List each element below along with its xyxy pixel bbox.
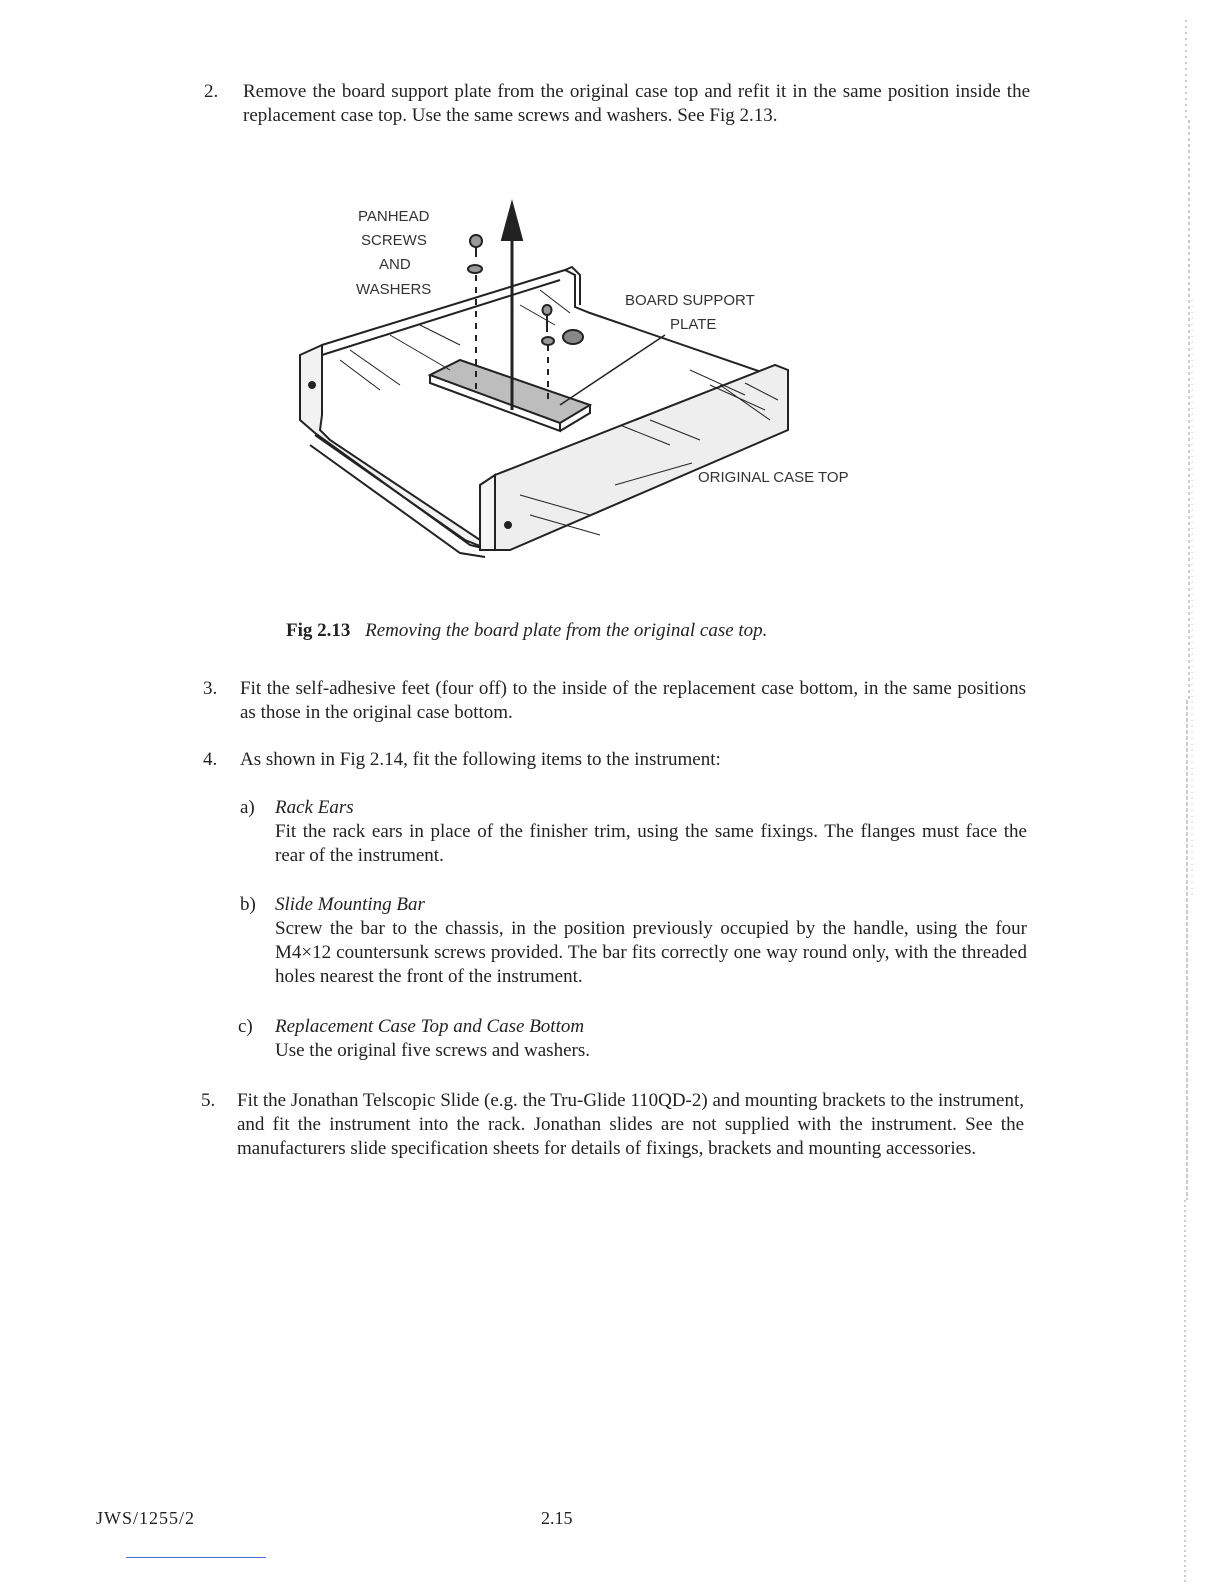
sub-item (275, 1015, 1027, 1063)
label-and: AND (379, 256, 411, 273)
scan-edge-noise (1182, 0, 1196, 1584)
label-washers: WASHERS (356, 281, 432, 298)
sub-item-title: Slide Mounting Bar (275, 894, 425, 915)
figure-caption-text: Removing the board plate from the original case top. (365, 620, 768, 641)
sub-item-body: Use the original five screws and washers. (275, 1040, 590, 1061)
item-number: 2. (204, 81, 219, 102)
label-board-support: BOARD SUPPORT (625, 292, 755, 309)
label-panhead: PANHEAD (358, 208, 430, 225)
sub-item-letter: b) (240, 894, 256, 915)
sub-item (275, 796, 1027, 868)
instruction-paragraph: Fit the Jonathan Telscopic Slide (e.g. the Tru-Glide 110QD-2) and mounting brackets to the instrument, and fit the instrument into the rack. Jonathan slides are not supplied with the instrument. See the manufacturers slide specification sheets for details of fixings, brackets and mounting accessories. (237, 1090, 1024, 1159)
page-number: 2.15 (541, 1508, 573, 1528)
figure-caption (286, 620, 767, 642)
instruction-paragraph: As shown in Fig 2.14, fit the following items to the instrument: (240, 749, 721, 770)
sub-item-title: Rack Ears (275, 797, 354, 818)
label-screws: SCREWS (361, 232, 427, 249)
item-number: 3. (203, 678, 218, 699)
instruction-paragraph: Remove the board support plate from the original case top and refit it in the same position inside the replacement case top. Use the same screws and washers. See Fig 2.13. (243, 81, 1030, 126)
bottom-rule (126, 1557, 266, 1558)
figure-caption-label: Fig 2.13 (286, 620, 351, 641)
sub-item-letter: a) (240, 797, 255, 818)
instruction-paragraph: Fit the self-adhesive feet (four off) to the inside of the replacement case bottom, in the same positions as those in the original case bottom. (240, 678, 1026, 723)
sub-item-title: Replacement Case Top and Case Bottom (275, 1016, 585, 1037)
sub-item-body: Screw the bar to the chassis, in the position previously occupied by the handle, using the four M4×12 countersunk screws provided. The bar fits correctly one way round only, with the threaded holes nearest the front of the instrument. (275, 918, 1027, 987)
label-plate: PLATE (670, 316, 717, 333)
item-number: 5. (201, 1090, 216, 1111)
sub-item (275, 893, 1027, 989)
item-number: 4. (203, 749, 218, 770)
document-reference: JWS/1255/2 (96, 1508, 196, 1528)
sub-item-letter: c) (238, 1016, 253, 1037)
sub-item-body: Fit the rack ears in place of the finisher trim, using the same fixings. The flanges must face the rear of the instrument. (275, 821, 1027, 866)
case-top-illustration (290, 195, 890, 585)
figure-case-top-diagram (290, 195, 890, 585)
label-original-case-top: ORIGINAL CASE TOP (698, 469, 849, 486)
